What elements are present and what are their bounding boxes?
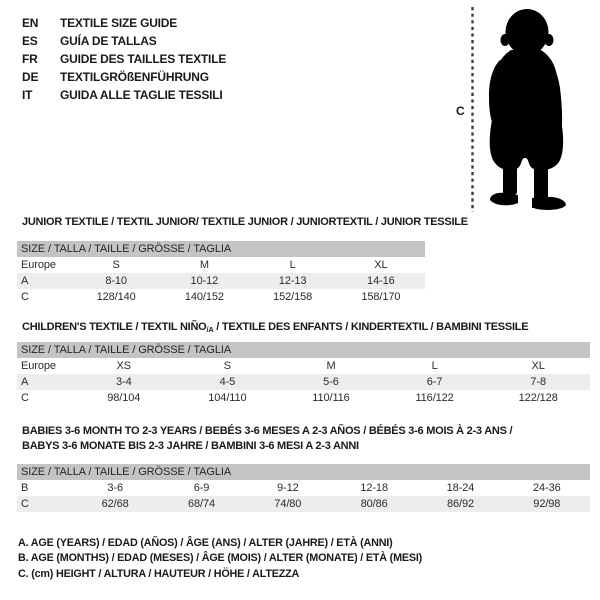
height-measure-label: C: [456, 104, 465, 118]
cell: 4-5: [176, 374, 280, 390]
junior-section-title: JUNIOR TEXTILE / TEXTIL JUNIOR/ TEXTILE JUNIOR / JUNIORTEXTIL / JUNIOR TESSILE: [22, 216, 468, 228]
cell: 12-13: [249, 273, 337, 289]
title-line: BABIES 3-6 MONTH TO 2-3 YEARS / BEBÉS 3-6 MESES A 2-3 AÑOS / BÉBÉS 3-6 MOIS À 2-3 ANS /: [22, 425, 513, 437]
measurement-notes: [18, 536, 422, 582]
list-item: [22, 86, 226, 104]
language-code: EN: [22, 16, 39, 30]
language-title: GUÍA DE TALLAS: [60, 34, 157, 48]
row-label: A: [17, 273, 72, 289]
language-code: ES: [22, 34, 38, 48]
language-code: IT: [22, 88, 33, 102]
cell: 152/158: [273, 291, 313, 303]
cell: 24-36: [533, 482, 561, 494]
cell: 6-7: [383, 374, 487, 390]
size-header-bar: [17, 342, 590, 358]
cell: 5-6: [279, 374, 383, 390]
size-header-bar: [17, 464, 590, 480]
size-header-label: SIZE / TALLA / TAILLE / GRÖSSE / TAGLIA: [17, 241, 425, 257]
language-title: TEXTILGRÖßENFÜHRUNG: [60, 70, 209, 84]
list-item: [22, 14, 226, 32]
table-row: [17, 289, 425, 305]
cell: S: [112, 259, 120, 271]
language-title: TEXTILE SIZE GUIDE: [60, 16, 178, 30]
row-label: B: [21, 482, 29, 494]
row-label: C: [21, 291, 29, 303]
cell: 14-16: [337, 273, 425, 289]
language-title-list: [22, 14, 226, 104]
row-label: Europe: [21, 360, 56, 372]
title-part: CHILDREN'S TEXTILE / TEXTIL NIÑO: [22, 321, 207, 333]
cell: 110/116: [312, 392, 350, 404]
list-item: [22, 32, 226, 50]
row-label: C: [17, 496, 72, 512]
cell: 128/140: [96, 291, 136, 303]
list-item: [22, 68, 226, 86]
cell: XL: [531, 360, 545, 372]
title-part: / TEXTILE DES ENFANTS / KINDERTEXTIL / BAMBINI TESSILE: [213, 321, 529, 333]
cell: 18-24: [446, 482, 475, 494]
row-label: C: [21, 392, 29, 404]
height-dashed-line: [470, 7, 475, 212]
table-row: [17, 496, 590, 512]
cell: XL: [374, 259, 388, 271]
language-title: GUIDE DES TAILLES TEXTILE: [60, 52, 227, 66]
cell: 158/170: [361, 291, 401, 303]
cell: 62/68: [72, 496, 158, 512]
cell: 140/152: [184, 291, 224, 303]
note-line-a: A. AGE (YEARS) / EDAD (AÑOS) / ÂGE (ANS) / ALTER (JAHRE) / ETÀ (ANNI): [18, 537, 393, 549]
cell: 80/86: [331, 496, 417, 512]
cell: 10-12: [160, 273, 248, 289]
table-row: [17, 273, 425, 289]
baby-height-figure: [450, 4, 580, 216]
row-label: Europe: [21, 259, 56, 271]
children-size-table: [17, 342, 590, 406]
cell: 8-10: [72, 273, 160, 289]
table-row: [17, 480, 590, 496]
cell: XS: [116, 360, 132, 372]
cell: L: [431, 360, 438, 372]
list-item: [22, 50, 226, 68]
children-section-title: [22, 321, 528, 334]
cell: 3-6: [107, 482, 123, 494]
size-header-label: SIZE / TALLA / TAILLE / GRÖSSE / TAGLIA: [17, 342, 590, 358]
cell: 6-9: [193, 482, 210, 494]
language-title: GUIDA ALLE TAGLIE TESSILI: [60, 88, 223, 102]
cell: 104/110: [208, 392, 247, 404]
cell: 7-8: [486, 374, 590, 390]
babies-size-table: [17, 464, 590, 512]
cell: 9-12: [277, 482, 299, 494]
table-row: [17, 257, 425, 273]
junior-size-table: [17, 241, 425, 305]
cell: 92/98: [504, 496, 590, 512]
size-header-bar: [17, 241, 425, 257]
row-label: A: [17, 374, 72, 390]
size-header-label: SIZE / TALLA / TAILLE / GRÖSSE / TAGLIA: [17, 464, 590, 480]
table-row: [17, 358, 590, 374]
cell: 86/92: [417, 496, 503, 512]
cell: 116/122: [415, 392, 454, 404]
cell: 12-18: [360, 482, 388, 494]
cell: L: [289, 259, 296, 271]
cell: M: [199, 259, 209, 271]
language-code: DE: [22, 70, 39, 84]
babies-section-title: [22, 424, 512, 454]
title-line: BABYS 3-6 MONATE BIS 2-3 JAHRE / BAMBINI 3-6 MESI A 2-3 ANNI: [22, 440, 359, 452]
baby-silhouette-icon: [478, 4, 573, 211]
language-code: FR: [22, 52, 38, 66]
cell: M: [326, 360, 336, 372]
cell: S: [223, 360, 232, 372]
note-line-b: B. AGE (MONTHS) / EDAD (MESES) / ÂGE (MOIS) / ALTER (MONATE) / ETÀ (MESI): [18, 552, 423, 565]
title-subscript: /A: [206, 325, 214, 334]
table-row: [17, 390, 590, 406]
cell: 98/104: [107, 392, 141, 404]
cell: 68/74: [158, 496, 244, 512]
note-line-c: C. (cm) HEIGHT / ALTURA / HAUTEUR / HÖHE / ALTEZZA: [18, 567, 300, 580]
cell: 74/80: [245, 496, 331, 512]
table-row: [17, 374, 590, 390]
cell: 3-4: [72, 374, 176, 390]
cell: 122/128: [518, 392, 558, 404]
